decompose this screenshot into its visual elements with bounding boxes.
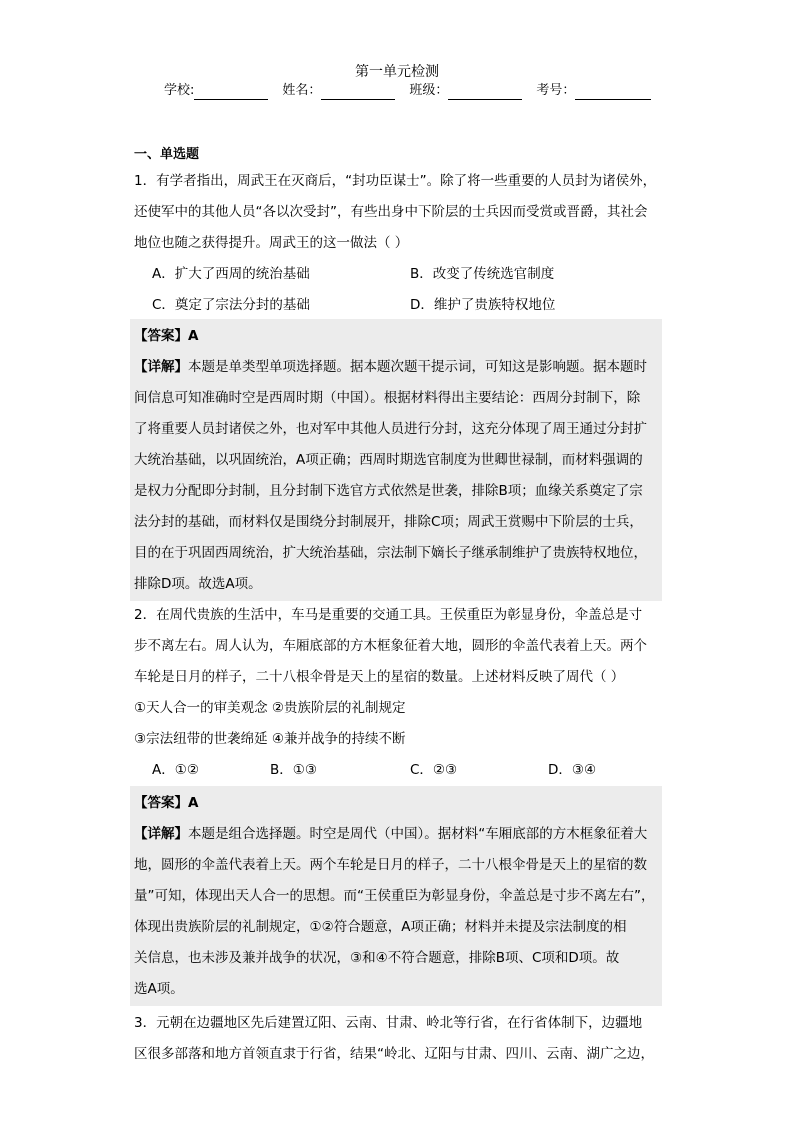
q1-detail-label: 【详解】	[134, 359, 188, 375]
q2-detail-line: 关信息，也未涉及兼并战争的状况，③和④不符合题意，排除B项、C项和D项。故	[134, 950, 620, 966]
q1-answer: 【答案】A	[134, 328, 199, 344]
q1-detail-line: 目的在于巩固西周统治，扩大统治基础，宗法制下嫡长子继承制维护了贵族特权地位，	[134, 545, 647, 561]
exam-no-label: 考号：	[536, 83, 576, 98]
q1-detail-line: 了将重要人员封诸侯之外，也对军中其他人员进行分封，这充分体现了周王通过分封扩	[134, 421, 647, 437]
class-label: 班级：	[409, 83, 449, 98]
name-label: 姓名：	[282, 83, 322, 98]
q2-detail-line: 体现出贵族阶层的礼制规定，①②符合题意，A项正确；材料并未提及宗法制度的相	[134, 919, 627, 935]
q2-detail-line: 本题是组合选择题。时空是周代（中国）。据材料“车厢底部的方木框象征着大	[188, 826, 648, 842]
school-blank[interactable]	[194, 85, 268, 100]
q2-detail-label: 【详解】	[134, 826, 188, 842]
q2-detail-line: 地，圆形的伞盖代表着上天。两个车轮是日月的样子，二十八根伞骨是天上的星宿的数	[134, 857, 647, 873]
q2-detail-line: 选A项。	[134, 981, 184, 997]
q2-stem-line: 2．在周代贵族的生活中，车马是重要的交通工具。王侯重臣为彰显身份，伞盖总是寸	[134, 607, 643, 623]
q2-stem-line: 步不离左右。周人认为，车厢底部的方木框象征着大地，圆形的伞盖代表着上天。两个	[134, 638, 647, 654]
school-label: 学校:	[164, 83, 195, 98]
q1-detail-line: 法分封的基础，而材料仅是围绕分封制展开，排除C项；周武王赏赐中下阶层的士兵，	[134, 514, 643, 530]
q1-stem-line: 1．有学者指出，周武王在灭商后，“封功臣谋士”。除了将一些重要的人员封为诸侯外，	[134, 173, 657, 189]
q1-detail-line: 是权力分配即分封制，且分封制下选官方式依然是世袭，排除B项；血缘关系奠定了宗	[134, 483, 643, 499]
class-blank[interactable]	[448, 85, 522, 100]
q1-option-b[interactable]: B．改变了传统选官制度	[410, 266, 555, 282]
q1-option-c[interactable]: C．奠定了宗法分封的基础	[152, 297, 310, 313]
name-blank[interactable]	[321, 85, 395, 100]
q1-option-d[interactable]: D．维护了贵族特权地位	[410, 297, 556, 313]
exam-no-blank[interactable]	[575, 85, 651, 100]
q2-option-a[interactable]: A．①②	[152, 762, 199, 778]
q2-option-d[interactable]: D．③④	[548, 762, 597, 778]
q2-option-b[interactable]: B．①③	[270, 762, 317, 778]
q1-detail-line: 间信息可知准确时空是西周时期（中国）。根据材料得出主要结论：西周分封制下，除	[134, 390, 641, 406]
q2-answer: 【答案】A	[134, 795, 199, 811]
q2-option-c[interactable]: C．②③	[410, 762, 458, 778]
document-title: 第一单元检测	[355, 64, 439, 80]
q1-detail-line: 大统治基础，以巩固统治，A项正确；西周时期选官制度为世卿世禄制，而材料强调的	[134, 452, 643, 468]
student-info-row	[164, 82, 651, 100]
q2-detail-line: 量”可知，体现出天人合一的思想。而“王侯重臣为彰显身份，伞盖总是寸步不离左右”，	[134, 888, 655, 904]
q1-detail-line: 排除D项。故选A项。	[134, 576, 262, 592]
q3-stem-line: 区很多部落和地方首领直隶于行省，结果“岭北、辽阳与甘肃、四川、云南、湖广之边，	[134, 1046, 654, 1062]
q1-option-a[interactable]: A．扩大了西周的统治基础	[152, 266, 310, 282]
q1-stem-line: 地位也随之获得提升。周武王的这一做法（ ）	[134, 235, 409, 251]
section-heading: 一、单选题	[134, 147, 200, 162]
q2-statement-line: ①天人合一的审美观念 ②贵族阶层的礼制规定	[134, 700, 406, 716]
q1-detail-line: 本题是单类型单项选择题。据本题次题干提示词，可知这是影响题。据本题时	[188, 359, 647, 375]
q1-stem-line: 还使军中的其他人员“各以次受封”，有些出身中下阶层的士兵因而受赏或晋爵，其社会	[134, 204, 648, 220]
q2-stem-line: 车轮是日月的样子，二十八根伞骨是天上的星宿的数量。上述材料反映了周代（ ）	[134, 669, 625, 685]
q3-stem-line: 3．元朝在边疆地区先后建置辽阳、云南、甘肃、岭北等行省，在行省体制下，边疆地	[134, 1015, 643, 1031]
q2-statement-line: ③宗法纽带的世袭绵延 ④兼并战争的持续不断	[134, 731, 406, 747]
